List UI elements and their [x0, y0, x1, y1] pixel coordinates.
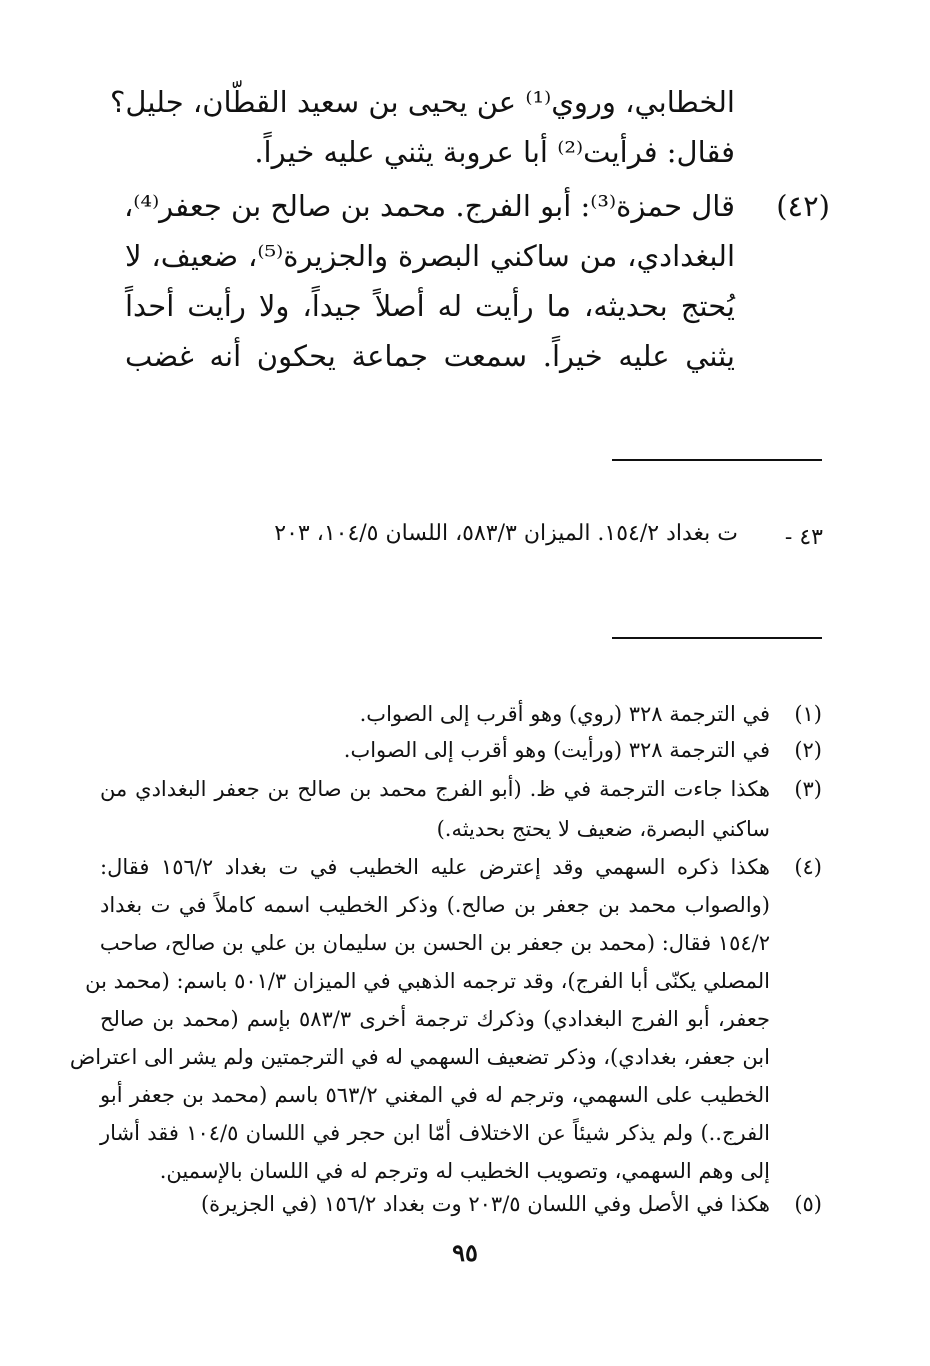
note-number: ٤٣ -: [784, 525, 823, 550]
footnote-line: المصلي يكنّى أبا الفرج)، وقد ترجمه الذهبي في الميزان ٥٠١/٣ باسم: (محمد بن: [85, 969, 770, 993]
footnote-line: الخطيب على السهمي، وترجم له في المغني ٥٦٣/٢ باسم (محمد بن جعفر أبو: [100, 1083, 771, 1107]
footnote-line: الفرج..) ولم يذكر شيئاً عن الاختلاف أمّا ابن حجر في اللسان ١٠٤/٥ فقد أشار: [100, 1121, 770, 1145]
footnote-line: ساكني البصرة، ضعيف لا يحتج بحديثه.): [436, 817, 770, 841]
footnote-line: هكذا جاءت الترجمة في ظ. (أبو الفرج محمد بن صالح بن جعفر البغدادي من: [100, 777, 770, 801]
footnote-line: (والصواب محمد بن جعفر بن صالح.) وذكر الخطيب اسمه كاملاً في ت بغداد: [100, 893, 770, 917]
note-text: ت بغداد ١٥٤/٢. الميزان ٥٨٣/٣، اللسان ١٠٤/٥، ٢٠٣: [274, 521, 738, 546]
footnote-line: ١٥٤/٢ فقال: (محمد بن جعفر بن الحسن بن سليمان بن علي بن صالح، صاحب: [99, 931, 770, 955]
footnote-line: هكذا في الأصل وفي اللسان ٢٠٣/٥ وت بغداد ١٥٦/٢ (في الجزيرة): [200, 1192, 770, 1216]
footnote-number: (٣): [794, 777, 822, 801]
footnote-line: في الترجمة ٣٢٨ (روي) وهو أقرب إلى الصواب.: [359, 702, 770, 726]
footnote-number: (٥): [794, 1192, 822, 1216]
main-text-line: الخطابي، وروي⁽¹⁾ عن يحيى بن سعيد القطّان، جليل؟: [110, 85, 735, 119]
separator-rule: [612, 637, 822, 639]
main-text-line: فقال: فرأيت⁽²⁾ أبا عروبة يثني عليه خيراً.: [254, 135, 735, 169]
footnote-line: جعفر، أبو الفرج البغدادي) وذكرك ترجمة أخرى ٥٨٣/٣ بإسم (محمد بن صالح: [100, 1007, 770, 1031]
footnote-line: في الترجمة ٣٢٨ (ورأيت) وهو أقرب إلى الصواب.: [343, 738, 770, 762]
separator-rule: [612, 459, 822, 461]
footnote-number: (٤): [794, 855, 822, 879]
footnote-number: (١): [794, 702, 822, 726]
footnote-line: إلى وهم السهمي، وتصويب الخطيب له وترجم له في اللسان بالإسمين.: [159, 1159, 770, 1183]
page-number: ٩٥: [452, 1238, 478, 1267]
footnote-line: هكذا ذكره السهمي وقد إعترض عليه الخطيب في ت بغداد ١٥٦/٢ فقال:: [100, 855, 771, 879]
footnote-line: ابن جعفر، بغدادي)، وذكر تضعيف السهمي له في الترجمتين ولم يشر الى اعتراض: [69, 1045, 770, 1069]
footnote-number: (٢): [794, 738, 822, 762]
entry-number: (٤٢): [776, 189, 830, 223]
entry-text-line: قال حمزة⁽³⁾: أبو الفرج. محمد بن صالح بن جعفر⁽⁴⁾،: [123, 189, 735, 223]
entry-text-line: البغدادي، من ساكني البصرة والجزيرة⁽⁵⁾، ضعيف، لا: [125, 239, 735, 273]
entry-text-line: يثني عليه خيراً. سمعت جماعة يحكون أنه غضب: [125, 339, 735, 373]
entry-text-line: يُحتج بحديثه، ما رأيت له أصلاً جيداً، ولا رأيت أحداً: [125, 289, 735, 323]
